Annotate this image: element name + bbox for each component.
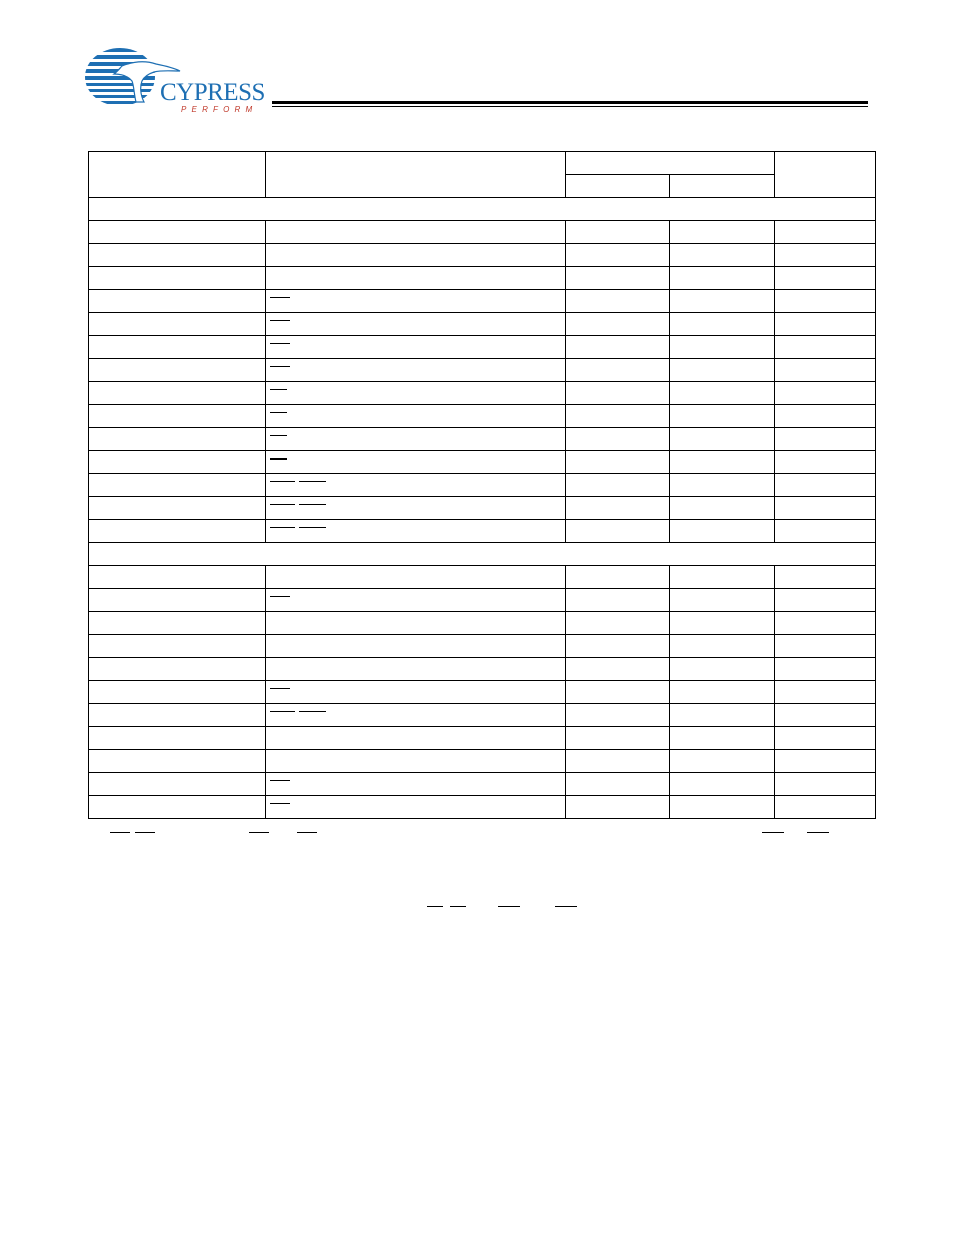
cell-param <box>89 589 266 612</box>
cell-desc <box>266 589 566 612</box>
cell-min <box>566 405 670 428</box>
cell-max <box>670 704 775 727</box>
cell-param <box>89 382 266 405</box>
table-row <box>89 658 876 681</box>
cell-min <box>566 428 670 451</box>
cell-unit <box>775 313 876 336</box>
overline-mark <box>270 320 290 329</box>
overline-mark <box>270 780 290 789</box>
table-row <box>89 727 876 750</box>
cell-desc <box>266 382 566 405</box>
table-row <box>89 313 876 336</box>
overline-mark <box>299 504 326 513</box>
cell-desc <box>266 405 566 428</box>
overline-mark <box>270 527 295 536</box>
cell-desc <box>266 704 566 727</box>
cell-param <box>89 681 266 704</box>
cell-max <box>670 244 775 267</box>
cell-min <box>566 290 670 313</box>
cell-min <box>566 267 670 290</box>
overline-mark <box>270 504 295 513</box>
section-row <box>89 198 876 221</box>
cell-max <box>670 497 775 520</box>
cell-desc <box>266 267 566 290</box>
overline-mark <box>270 343 290 352</box>
cell-desc <box>266 428 566 451</box>
cell-desc <box>266 221 566 244</box>
overline-mark <box>270 481 295 490</box>
overline-mark <box>270 458 287 468</box>
cell-param <box>89 635 266 658</box>
logo-tagline: PERFORM <box>181 105 258 114</box>
cell-min <box>566 773 670 796</box>
cell-unit <box>775 267 876 290</box>
cell-desc <box>266 566 566 589</box>
table-row <box>89 520 876 543</box>
footnote-overline <box>110 832 130 833</box>
cell-max <box>670 474 775 497</box>
cell-min <box>566 796 670 819</box>
cell-desc <box>266 313 566 336</box>
cell-unit <box>775 750 876 773</box>
cell-param <box>89 704 266 727</box>
cell-param <box>89 658 266 681</box>
cell-min <box>566 704 670 727</box>
cell-max <box>670 290 775 313</box>
cell-param <box>89 290 266 313</box>
cell-min <box>566 244 670 267</box>
cell-min <box>566 313 670 336</box>
cell-max <box>670 635 775 658</box>
cell-param <box>89 566 266 589</box>
cell-max <box>670 796 775 819</box>
cell-max <box>670 520 775 543</box>
cell-param <box>89 267 266 290</box>
cell-unit <box>775 221 876 244</box>
cell-max <box>670 221 775 244</box>
footnote-overline <box>135 832 155 833</box>
cell-min <box>566 635 670 658</box>
overline-mark <box>270 412 287 421</box>
cell-max <box>670 727 775 750</box>
cell-unit <box>775 796 876 819</box>
cell-unit <box>775 359 876 382</box>
cell-min <box>566 750 670 773</box>
cell-unit <box>775 704 876 727</box>
table-row <box>89 221 876 244</box>
cell-min <box>566 359 670 382</box>
header-max <box>670 175 775 198</box>
table-row <box>89 635 876 658</box>
table-row <box>89 336 876 359</box>
footnote-overline <box>249 832 269 833</box>
overline-mark <box>299 527 326 536</box>
overline-mark <box>299 481 326 490</box>
table-row <box>89 681 876 704</box>
cell-max <box>670 313 775 336</box>
cell-unit <box>775 451 876 474</box>
cell-min <box>566 612 670 635</box>
table-row <box>89 796 876 819</box>
table-row <box>89 704 876 727</box>
cell-min <box>566 336 670 359</box>
overline-mark <box>270 389 287 398</box>
cell-param <box>89 474 266 497</box>
cell-min <box>566 497 670 520</box>
cell-max <box>670 405 775 428</box>
table-row <box>89 290 876 313</box>
cell-min <box>566 221 670 244</box>
cell-param <box>89 221 266 244</box>
table-row <box>89 589 876 612</box>
cell-param <box>89 773 266 796</box>
cell-unit <box>775 658 876 681</box>
cell-unit <box>775 589 876 612</box>
overline-mark <box>270 803 290 812</box>
section-row <box>89 543 876 566</box>
logo-wordmark: CYPRESS <box>160 79 265 106</box>
cell-param <box>89 336 266 359</box>
table-row <box>89 451 876 474</box>
cell-param <box>89 796 266 819</box>
header-unit <box>775 152 876 198</box>
cell-max <box>670 267 775 290</box>
cell-max <box>670 773 775 796</box>
cell-desc <box>266 290 566 313</box>
cell-desc <box>266 635 566 658</box>
cell-max <box>670 566 775 589</box>
cell-max <box>670 382 775 405</box>
overline-mark <box>299 711 326 720</box>
cell-unit <box>775 727 876 750</box>
cell-param <box>89 405 266 428</box>
cell-min <box>566 474 670 497</box>
header-rule-thick <box>272 101 868 104</box>
cell-max <box>670 612 775 635</box>
cell-desc <box>266 612 566 635</box>
table-header-row <box>89 152 876 175</box>
table-row <box>89 612 876 635</box>
section-title <box>89 543 876 566</box>
cell-desc <box>266 359 566 382</box>
cell-max <box>670 681 775 704</box>
cell-desc <box>266 750 566 773</box>
header-parameter <box>89 152 266 198</box>
header-min <box>566 175 670 198</box>
cell-min <box>566 520 670 543</box>
table-row <box>89 773 876 796</box>
cell-desc <box>266 681 566 704</box>
cell-desc <box>266 727 566 750</box>
cell-param <box>89 244 266 267</box>
note-overline <box>498 906 520 907</box>
cell-min <box>566 382 670 405</box>
table-row <box>89 428 876 451</box>
cell-unit <box>775 497 876 520</box>
cell-param <box>89 727 266 750</box>
cell-max <box>670 658 775 681</box>
cell-param <box>89 750 266 773</box>
table-row <box>89 359 876 382</box>
cell-param <box>89 313 266 336</box>
overline-mark <box>270 688 290 697</box>
overline-mark <box>270 297 290 306</box>
cell-min <box>566 566 670 589</box>
cell-min <box>566 589 670 612</box>
cell-max <box>670 750 775 773</box>
table-row <box>89 750 876 773</box>
cell-unit <box>775 566 876 589</box>
cell-max <box>670 451 775 474</box>
cypress-logo <box>82 44 265 120</box>
cell-param <box>89 428 266 451</box>
cell-unit <box>775 290 876 313</box>
cell-min <box>566 658 670 681</box>
cell-unit <box>775 635 876 658</box>
header-rule-thin <box>272 106 868 107</box>
cell-param <box>89 359 266 382</box>
section-title <box>89 198 876 221</box>
cell-max <box>670 359 775 382</box>
cell-unit <box>775 382 876 405</box>
cell-max <box>670 589 775 612</box>
overline-mark <box>270 711 295 720</box>
cell-unit <box>775 244 876 267</box>
cell-max <box>670 428 775 451</box>
cell-param <box>89 497 266 520</box>
cell-desc <box>266 520 566 543</box>
cell-max <box>670 336 775 359</box>
note-overline <box>450 906 466 907</box>
table-row <box>89 497 876 520</box>
cell-unit <box>775 612 876 635</box>
cell-param <box>89 451 266 474</box>
table-row <box>89 405 876 428</box>
parameter-table <box>88 151 876 819</box>
cell-unit <box>775 428 876 451</box>
note-overline <box>427 906 443 907</box>
table-row <box>89 267 876 290</box>
cell-min <box>566 451 670 474</box>
cell-unit <box>775 474 876 497</box>
overline-mark <box>270 435 287 444</box>
overline-mark <box>270 596 290 605</box>
overline-mark <box>270 366 290 375</box>
cell-desc <box>266 244 566 267</box>
cell-unit <box>775 681 876 704</box>
table-row <box>89 382 876 405</box>
cell-desc <box>266 451 566 474</box>
header-description <box>266 152 566 198</box>
table-row <box>89 474 876 497</box>
cell-unit <box>775 336 876 359</box>
cell-desc <box>266 796 566 819</box>
cell-desc <box>266 773 566 796</box>
footnote-overline <box>807 832 829 833</box>
cell-unit <box>775 405 876 428</box>
cell-desc <box>266 336 566 359</box>
cell-param <box>89 520 266 543</box>
cell-param <box>89 612 266 635</box>
footnote-overline <box>762 832 784 833</box>
cell-min <box>566 681 670 704</box>
cell-unit <box>775 520 876 543</box>
header-value-group <box>566 152 775 175</box>
table-row <box>89 566 876 589</box>
cell-desc <box>266 658 566 681</box>
cell-unit <box>775 773 876 796</box>
note-overline <box>555 906 577 907</box>
cell-desc <box>266 497 566 520</box>
footnote-overline <box>297 832 317 833</box>
cell-min <box>566 727 670 750</box>
cell-desc <box>266 474 566 497</box>
table-row <box>89 244 876 267</box>
